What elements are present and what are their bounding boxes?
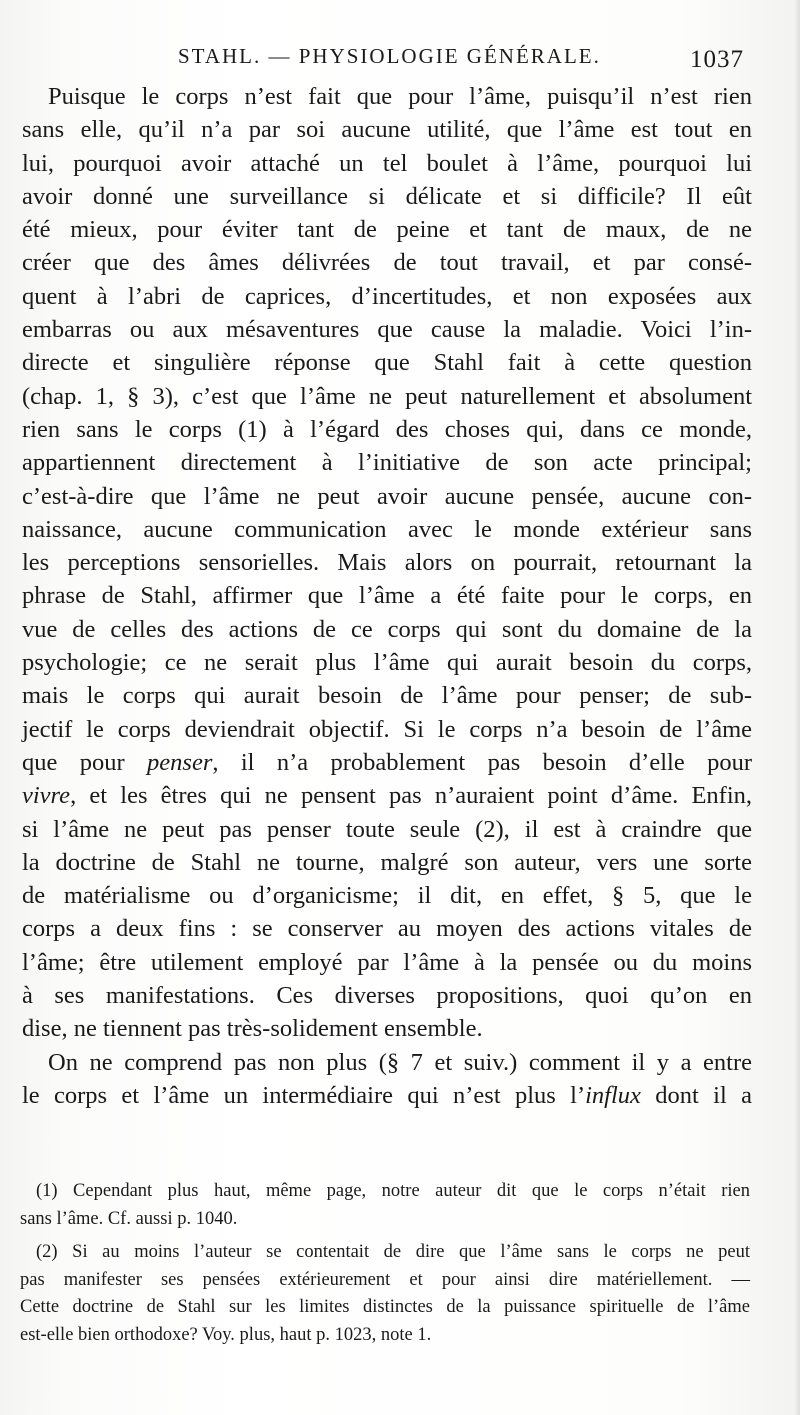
- text-line: [22, 746, 752, 779]
- text-line: la doctrine de Stahl ne tourne, malgré son auteur, vers une sorte: [22, 848, 752, 876]
- text-run: que pour: [22, 748, 148, 776]
- text-line: [22, 1079, 752, 1112]
- text-line: les perceptions sensorielles. Mais alors on pourrait, retournant la: [22, 549, 752, 577]
- text-line: corps a deux fins : se conserver au moyen des actions vitales de: [22, 915, 752, 943]
- body-text: [22, 80, 752, 1112]
- text-run: , il n’a probablement pas besoin d’elle pour: [212, 748, 752, 776]
- text-line: dise, ne tiennent pas très-solidement ensemble.: [22, 1015, 483, 1043]
- page-number: 1037: [690, 46, 744, 73]
- text-line: [22, 779, 752, 812]
- text-line: quent à l’abri de caprices, d’incertitudes, et non exposées aux: [22, 282, 752, 310]
- text-line: directe et singulière réponse que Stahl fait à cette question: [22, 349, 752, 377]
- text-run: le corps et l’âme un intermédiaire qui n’est plus l’: [22, 1081, 586, 1109]
- text-line: c’est-à-dire que l’âme ne peut avoir aucune pensée, aucune con-: [22, 482, 752, 510]
- footnote-line: Cette doctrine de Stahl sur les limites distinctes de la puissance spirituelle de l’âme: [20, 1297, 750, 1317]
- text-line: rien sans le corps (1) à l’égard des choses qui, dans ce monde,: [22, 415, 752, 443]
- text-line: sans elle, qu’il n’a par soi aucune utilité, que l’âme est tout en: [22, 116, 752, 144]
- text-line: phrase de Stahl, affirmer que l’âme a été faite pour le corps, en: [22, 582, 752, 610]
- text-line: On ne comprend pas non plus (§ 7 et suiv.) comment il y a entre: [48, 1048, 752, 1076]
- text-line: embarras ou aux mésaventures que cause la maladie. Voici l’in-: [22, 316, 752, 344]
- italic-word: influx: [585, 1081, 641, 1109]
- text-line: créer que des âmes délivrées de tout travail, et par consé-: [22, 249, 752, 277]
- text-line: lui, pourquoi avoir attaché un tel boulet à l’âme, pourquoi lui: [22, 149, 752, 177]
- text-line: à ses manifestations. Ces diverses propositions, quoi qu’on en: [22, 982, 752, 1010]
- italic-word: vivre: [22, 782, 71, 810]
- text-line: psychologie; ce ne serait plus l’âme qui aurait besoin du corps,: [22, 649, 752, 677]
- text-line: appartiennent directement à l’initiative de son acte principal;: [22, 449, 752, 477]
- text-line: jectif le corps deviendrait objectif. Si le corps n’a besoin de l’âme: [22, 715, 752, 743]
- text-run: dont il a: [640, 1081, 752, 1109]
- footnotes: [20, 1178, 750, 1349]
- footnote-line: sans l’âme. Cf. aussi p. 1040.: [20, 1208, 238, 1229]
- footnote-line: est-elle bien orthodoxe? Voy. plus, haut p. 1023, note 1.: [20, 1324, 432, 1345]
- footnote-line: pas manifester ses pensées extérieurement et pour ainsi dire matériellement. —: [20, 1269, 750, 1290]
- running-head: STAHL. — PHYSIOLOGIE GÉNÉRALE.: [178, 44, 601, 68]
- text-line: avoir donné une surveillance si délicate et si difficile? Il eût: [22, 182, 752, 210]
- page-edge-shadow: [794, 0, 800, 1415]
- text-line: Puisque le corps n’est fait que pour l’âme, puisqu’il n’est rien: [48, 83, 752, 110]
- footnote-line: (1) Cependant plus haut, même page, notre auteur dit que le corps n’était rien: [36, 1181, 750, 1201]
- page-header: [0, 42, 800, 78]
- italic-word: penser: [147, 748, 213, 776]
- text-line: l’âme; être utilement employé par l’âme à la pensée ou du moins: [22, 948, 752, 976]
- footnote-line: (2) Si au moins l’auteur se contentait de dire que l’âme sans le corps ne peut: [36, 1242, 750, 1262]
- text-line: naissance, aucune communication avec le monde extérieur sans: [22, 515, 752, 543]
- text-line: si l’âme ne peut pas penser toute seule (2), il est à craindre que: [22, 815, 752, 843]
- text-line: vue de celles des actions de ce corps qui sont du domaine de la: [22, 615, 752, 643]
- text-line: (chap. 1, § 3), c’est que l’âme ne peut naturellement et absolument: [22, 382, 752, 410]
- text-line: mais le corps qui aurait besoin de l’âme pour penser; de sub-: [22, 682, 752, 710]
- text-run: , et les êtres qui ne pensent pas n’auraient point d’âme. Enfin,: [70, 782, 752, 810]
- text-line: été mieux, pour éviter tant de peine et tant de maux, de ne: [22, 216, 752, 244]
- text-line: de matérialisme ou d’organicisme; il dit, en effet, § 5, que le: [22, 882, 752, 910]
